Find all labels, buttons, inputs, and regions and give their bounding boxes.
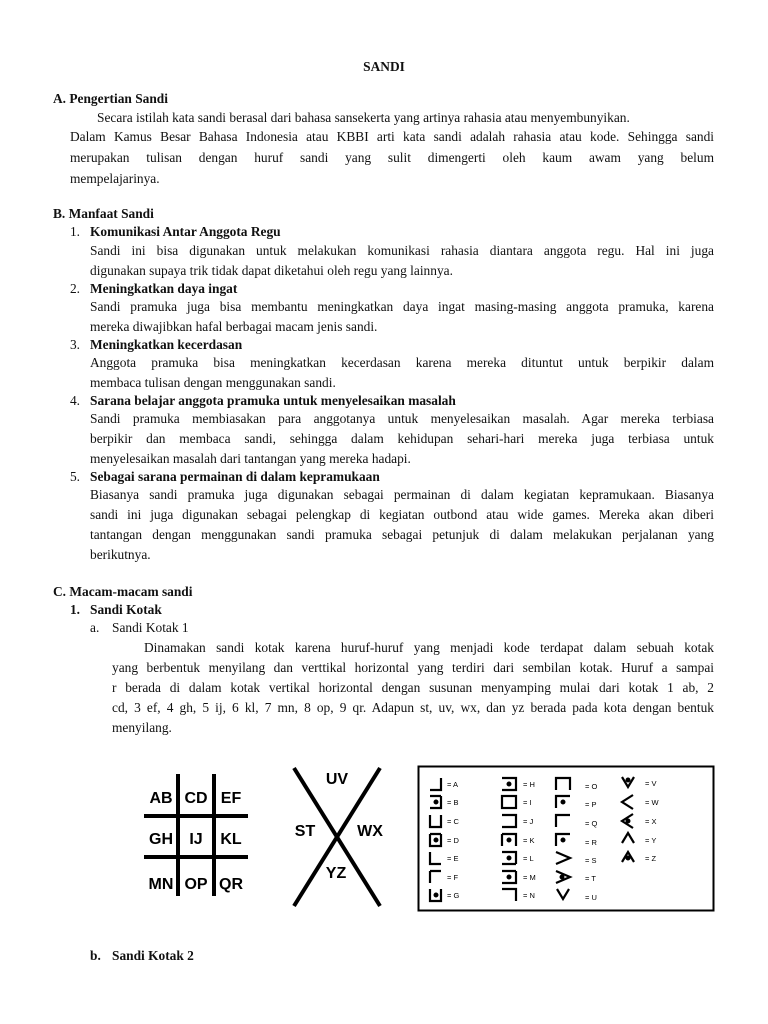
- x-label-right: WX: [357, 823, 383, 840]
- page-title: SANDI: [363, 59, 405, 74]
- pigpen-legend-table: [417, 765, 715, 912]
- kotak-1-line-5: menyilang.: [112, 720, 172, 735]
- grid-cell-ef: EF: [220, 790, 242, 807]
- grid-cell-gh: GH: [149, 831, 173, 848]
- list-number: 1.: [69, 224, 80, 239]
- list-number: 3.: [69, 337, 80, 352]
- grid-cell-cd: CD: [184, 790, 208, 807]
- grid-cell-op: OP: [184, 876, 208, 893]
- benefit-5-line-2: sandi ini juga digunakan sebagai pelengkap di kegiatan outbond atau wide games. Mereka akan diberi: [90, 507, 714, 522]
- sandi-kotak-heading: Sandi Kotak: [90, 602, 162, 617]
- sandi-kotak-2-heading: Sandi Kotak 2: [112, 948, 194, 963]
- legend-u: = U: [585, 893, 597, 902]
- benefit-3-line-2: membaca tulisan dengan menggunakan sandi.: [90, 375, 336, 390]
- legend-l: = L: [523, 854, 534, 863]
- list-number: 2.: [69, 281, 80, 296]
- list-number: 1.: [69, 602, 80, 617]
- legend-n: = N: [523, 891, 535, 900]
- legend-j: = J: [523, 817, 534, 826]
- grid-cell-mn: MN: [148, 876, 174, 893]
- x-label-left: ST: [294, 823, 316, 840]
- section-a-line-2: Dalam Kamus Besar Bahasa Indonesia atau KBBI arti kata sandi adalah rahasia atau kode. Sehingga sandi: [70, 129, 714, 144]
- legend-o: = O: [585, 782, 598, 791]
- list-letter: a.: [90, 620, 100, 635]
- section-c-heading: C. Macam-macam sandi: [53, 584, 193, 599]
- legend-k: = K: [523, 836, 535, 845]
- list-number: 4.: [69, 393, 80, 408]
- legend-e: = E: [447, 854, 459, 863]
- legend-r: = R: [585, 838, 597, 847]
- legend-y: = Y: [645, 836, 657, 845]
- legend-a: = A: [447, 780, 459, 789]
- grid-cell-kl: KL: [220, 831, 242, 848]
- benefit-5-line-3: tantangan dengan menggunakan sandi pramuka sebagai petunjuk di dalam melakukan perjalanan yang: [90, 527, 714, 542]
- benefit-title-2: Meningkatkan daya ingat: [90, 281, 238, 296]
- legend-x: = X: [645, 817, 657, 826]
- benefit-4-line-2: berpikir dan membaca sandi, sehingga dalam kehidupan sehari-hari mereka juga terbiasa untuk: [90, 431, 714, 446]
- kotak-1-line-4: cd, 3 ef, 4 gh, 5 ij, 6 kl, 7 mn, 8 op, 9 qr. Adapun st, uv, wx, dan yz berada pada kota dengan bentuk: [112, 700, 714, 715]
- grid-cell-ab: AB: [149, 790, 173, 807]
- benefit-title-5: Sebagai sarana permainan di dalam kepramukaan: [90, 469, 380, 484]
- benefit-5-line-4: berikutnya.: [90, 547, 151, 562]
- grid-cell-ij: IJ: [189, 831, 203, 848]
- benefit-3-line-1: Anggota pramuka bisa meningkatkan kecerdasan karena mereka dituntut untuk berpikir dalam: [90, 355, 714, 370]
- benefit-4-line-3: menyelesaikan masalah dari tantangan yang mereka hadapi.: [90, 451, 411, 466]
- kotak-1-line-2: yang berbentuk menyilang dan verttikal horizontal yang terdiri dari sembilan kotak. Huruf a sampai: [112, 660, 714, 675]
- benefit-1-line-2: digunakan supaya trik tidak dapat diketahui oleh regu yang lainnya.: [90, 263, 453, 278]
- pigpen-grid-diagram: [140, 770, 252, 900]
- section-a-line-4: mempelajarinya.: [70, 171, 160, 186]
- legend-p: = P: [585, 800, 597, 809]
- legend-m: = M: [523, 873, 536, 882]
- legend-v: = V: [645, 779, 657, 788]
- legend-z: = Z: [645, 854, 657, 863]
- legend-s: = S: [585, 856, 597, 865]
- legend-b: = B: [447, 798, 459, 807]
- legend-g: = G: [447, 891, 460, 900]
- benefit-2-line-2: mereka diwajibkan hafal berbagai macam jenis sandi.: [90, 319, 378, 334]
- benefit-title-1: Komunikasi Antar Anggota Regu: [90, 224, 281, 239]
- pigpen-x-diagram: [288, 762, 388, 912]
- benefit-2-line-1: Sandi pramuka juga bisa membantu meningkatkan daya ingat masing-masing anggota pramuka, karena: [90, 299, 714, 314]
- benefit-1-line-1: Sandi ini bisa digunakan untuk melakukan komunikasi rahasia diantara anggota regu. Hal ini juga: [90, 243, 714, 258]
- legend-w: = W: [645, 798, 659, 807]
- list-letter: b.: [90, 948, 101, 963]
- legend-t: = T: [585, 874, 596, 883]
- x-label-bottom: YZ: [325, 865, 347, 882]
- legend-c: = C: [447, 817, 459, 826]
- sandi-kotak-1-heading: Sandi Kotak 1: [112, 620, 189, 635]
- kotak-1-line-1: Dinamakan sandi kotak karena huruf-huruf yang menjadi kode terdapat dalam sebuah kotak: [144, 640, 714, 655]
- x-label-top: UV: [325, 771, 349, 788]
- grid-cell-qr: QR: [219, 876, 243, 893]
- section-a-heading: A. Pengertian Sandi: [53, 91, 168, 106]
- benefit-title-3: Meningkatkan kecerdasan: [90, 337, 243, 352]
- legend-f: = F: [447, 873, 459, 882]
- legend-d: = D: [447, 836, 459, 845]
- legend-i: = I: [523, 798, 532, 807]
- legend-h: = H: [523, 780, 535, 789]
- benefit-5-line-1: Biasanya sandi pramuka juga digunakan sebagai permainan di dalam kegiatan kepramukaan. Biasanya: [90, 487, 714, 502]
- section-b-heading: B. Manfaat Sandi: [53, 206, 154, 221]
- benefit-title-4: Sarana belajar anggota pramuka untuk menyelesaikan masalah: [90, 393, 456, 408]
- benefit-4-line-1: Sandi pramuka membiasakan para anggotanya untuk menyelesaikan masalah. Agar mereka terbiasa: [90, 411, 714, 426]
- list-number: 5.: [69, 469, 80, 484]
- section-a-line-3: merupakan tulisan dengan huruf sandi yang sulit dimengerti oleh kaum awam yang belum: [70, 150, 714, 165]
- section-a-line-1: Secara istilah kata sandi berasal dari bahasa sansekerta yang artinya rahasia atau menyembunyikan.: [97, 110, 630, 125]
- legend-q: = Q: [585, 819, 598, 828]
- kotak-1-line-3: r berada di dalam kotak vertikal horizontal dengan susunan menyamping mulai dari kotak 1 ab, 2: [112, 680, 714, 695]
